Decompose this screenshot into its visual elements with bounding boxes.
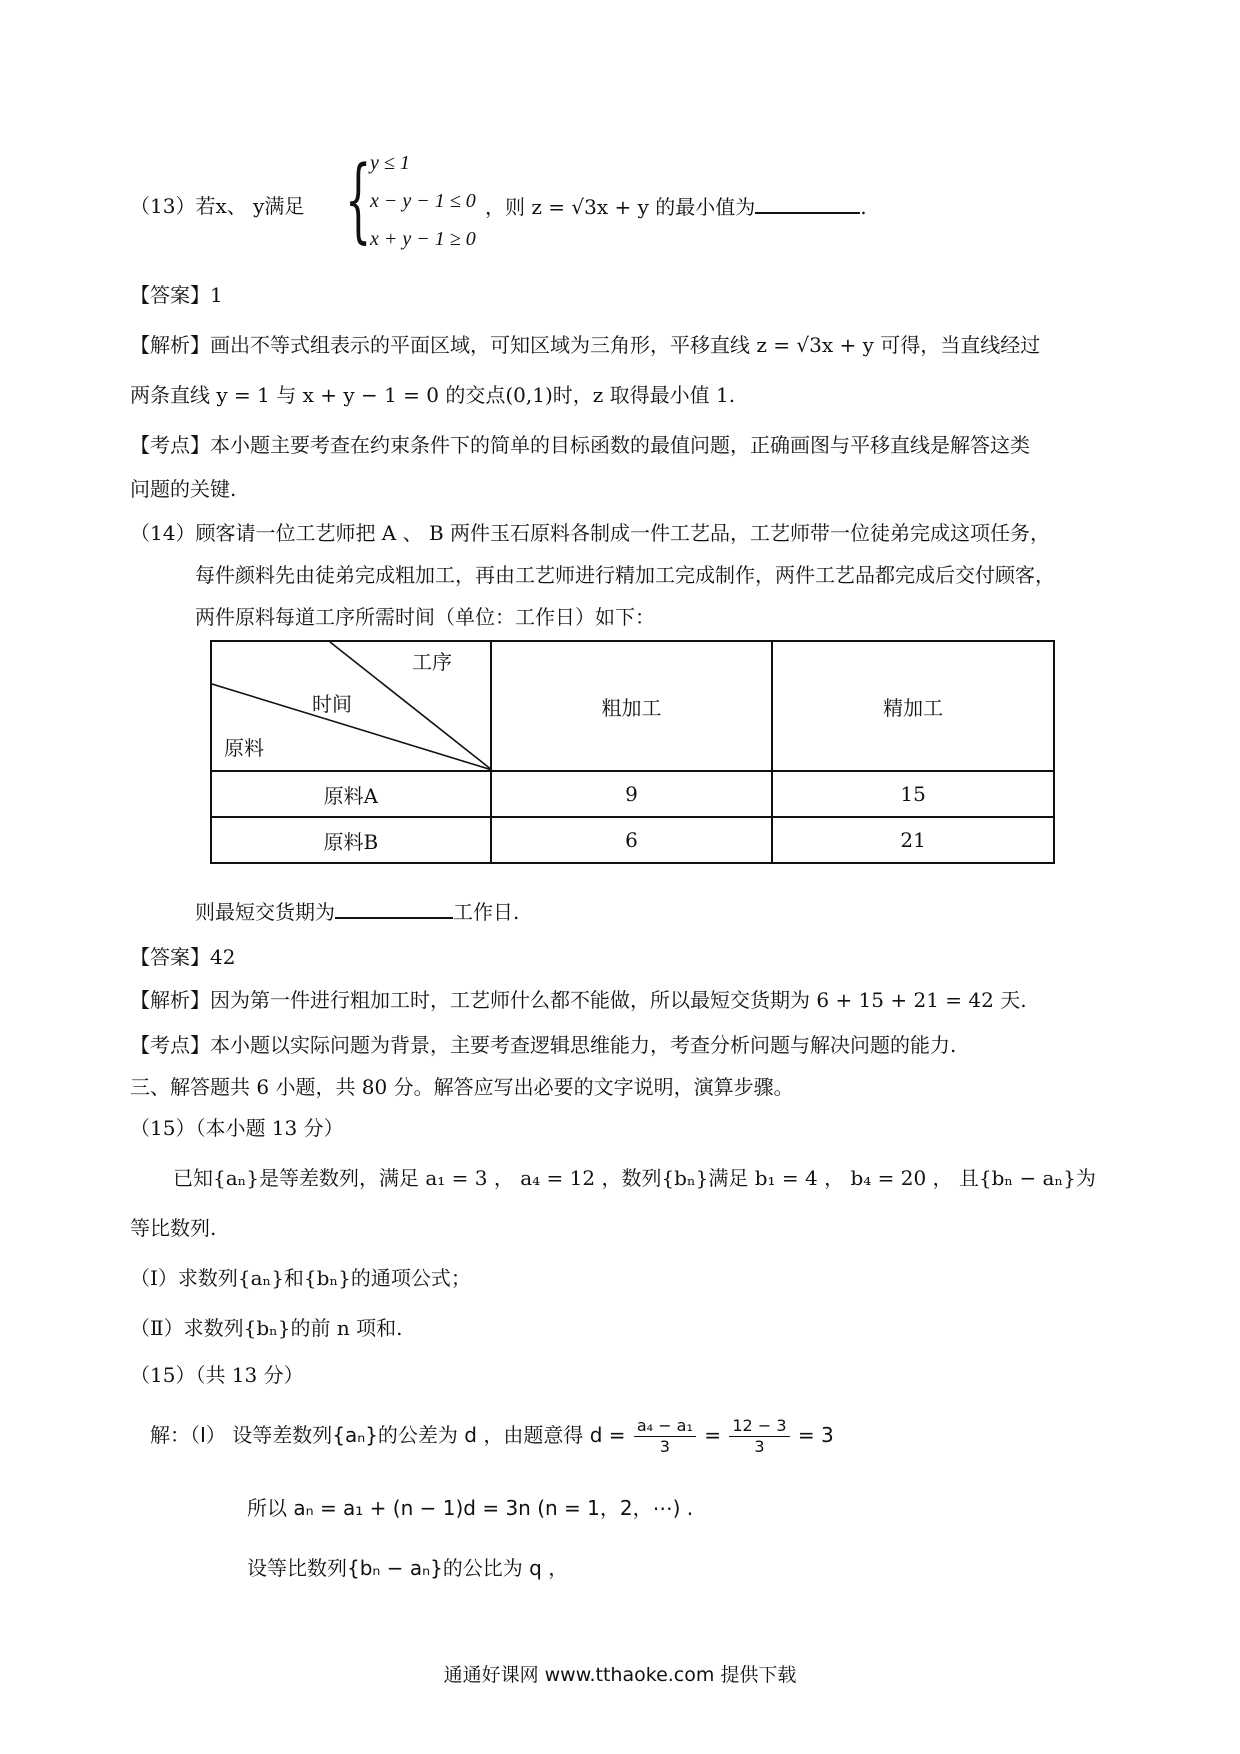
table-header-row — [211, 641, 1054, 771]
q14-ask — [195, 895, 519, 927]
solution-line-2: 所以 aₙ = a₁ + (n − 1)d = 3n (n = 1，2，⋯) . — [247, 1496, 694, 1520]
q14-line-1: （14）顾客请一位工艺师把 A 、 B 两件玉石原料各制成一件工艺品，工艺师带一位徒弟完成这项任务， — [130, 521, 1051, 545]
q14-ask-suffix: 工作日. — [453, 900, 520, 924]
q14-line-3: 两件原料每道工序所需时间（单位：工作日）如下： — [195, 605, 655, 629]
table-cell: 9 — [491, 771, 773, 817]
table-cell: 21 — [772, 817, 1054, 863]
row-label: 原料B — [211, 817, 491, 863]
process-time-table — [210, 640, 1055, 864]
table-row — [211, 817, 1054, 863]
equals-sign: = — [704, 1423, 722, 1447]
q14-answer: 【答案】42 — [130, 945, 236, 969]
brace-symbol: { — [345, 146, 372, 253]
column-fine: 精加工 — [772, 641, 1054, 771]
q15-solution-heading: （15）（共 13 分） — [130, 1363, 304, 1387]
q13-answer: 【答案】1 — [130, 283, 223, 307]
q14-ask-prefix: 则最短交货期为 — [195, 900, 335, 924]
q13-point-1: 【考点】本小题主要考查在约束条件下的简单的目标函数的最值问题，正确画图与平移直线是解答这类 — [130, 433, 1030, 457]
section-3-heading: 三、解答题共 6 小题，共 80 分。解答应写出必要的文字说明，演算步骤。 — [130, 1075, 794, 1099]
q14-analysis: 【解析】因为第一件进行粗加工时，工艺师什么都不能做，所以最短交货期为 6 + 15 + 21 = 42 天. — [130, 988, 1027, 1012]
solution-line-3: 设等比数列{bₙ − aₙ}的公比为 q ， — [247, 1556, 569, 1580]
page-footer: 通通好课网 www.tthaoke.com 提供下载 — [443, 1664, 797, 1686]
solution-line-1 — [150, 1413, 834, 1457]
q13-suffix-text: ，则 z = √3x + y 的最小值为 — [485, 195, 756, 219]
q13-suffix — [485, 190, 867, 220]
fraction-2-numerator: 12 − 3 — [729, 1416, 789, 1437]
header-label-process: 工序 — [412, 650, 452, 674]
fraction-1 — [634, 1416, 696, 1457]
table-row — [211, 771, 1054, 817]
fraction-2-denominator: 3 — [754, 1437, 765, 1456]
q13-analysis-2: 两条直线 y = 1 与 x + y − 1 = 0 的交点(0,1)时，z 取得最小值 1. — [130, 383, 736, 407]
solution-line-1-end: = 3 — [797, 1423, 834, 1447]
fraction-2 — [729, 1416, 789, 1457]
q13-point-2: 问题的关键. — [130, 477, 237, 501]
q13-analysis-1: 【解析】画出不等式组表示的平面区域，可知区域为三角形，平移直线 z = √3x + y 可得，当直线经过 — [130, 333, 1041, 357]
q15-part-1: （Ⅰ）求数列{aₙ}和{bₙ}的通项公式； — [130, 1266, 471, 1290]
answer-blank — [335, 895, 453, 919]
q13-prefix: （13）若x、 y满足 — [130, 194, 305, 218]
q14-point: 【考点】本小题以实际问题为背景，主要考查逻辑思维能力，考查分析问题与解决问题的能力. — [130, 1033, 957, 1057]
answer-blank — [755, 190, 860, 214]
fraction-1-denominator: 3 — [659, 1437, 670, 1456]
diagonal-header-cell — [211, 641, 491, 771]
q13-end: . — [860, 195, 867, 219]
header-label-material: 原料 — [224, 736, 264, 760]
table-cell: 15 — [772, 771, 1054, 817]
constraint-3: x + y − 1 ≥ 0 — [370, 228, 476, 250]
q14-line-2: 每件颜料先由徒弟完成粗加工，再由工艺师进行精加工完成制作，两件工艺品都完成后交付顾客， — [195, 563, 1055, 587]
q15-heading: （15）（本小题 13 分） — [130, 1116, 344, 1140]
solution-line-1-text: 解：（Ⅰ） 设等差数列{aₙ}的公差为 d ，由题意得 d = — [150, 1423, 626, 1447]
header-label-time: 时间 — [312, 692, 352, 716]
q15-text-2: 等比数列. — [130, 1216, 217, 1240]
constraint-1: y ≤ 1 — [370, 152, 410, 174]
constraint-2: x − y − 1 ≤ 0 — [370, 190, 476, 212]
q15-part-2: （Ⅱ）求数列{bₙ}的前 n 项和. — [130, 1316, 403, 1340]
constraint-system — [345, 146, 485, 260]
row-label: 原料A — [211, 771, 491, 817]
q15-text-1: 已知{aₙ}是等差数列，满足 a₁ = 3 ， a₄ = 12 ，数列{bₙ}满足 b₁ = 4 ， b₄ = 20 ， 且{bₙ − aₙ}为 — [173, 1166, 1096, 1190]
column-rough: 粗加工 — [491, 641, 773, 771]
table-cell: 6 — [491, 817, 773, 863]
fraction-1-numerator: a₄ − a₁ — [634, 1416, 696, 1437]
q13-statement — [130, 146, 1030, 260]
